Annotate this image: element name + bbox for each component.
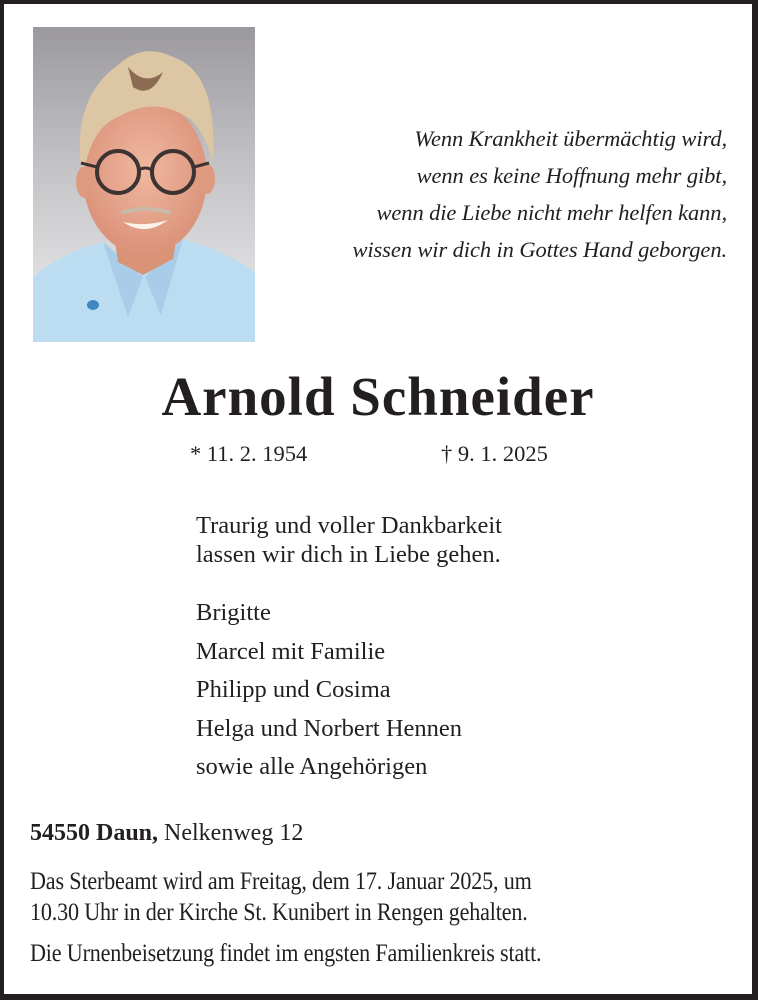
quote-line: wenn die Liebe nicht mehr helfen kann, <box>376 200 727 225</box>
birth-date: * 11. 2. 1954 <box>190 441 308 466</box>
farewell-line: lassen wir dich in Liebe gehen. <box>196 541 501 568</box>
funeral-service-info <box>30 866 532 928</box>
deceased-name: Arnold Schneider <box>161 366 595 427</box>
mourner-item: Philipp und Cosima <box>196 676 391 703</box>
farewell-text <box>196 511 502 569</box>
memorial-quote <box>352 120 727 268</box>
quote-line: wenn es keine Hoffnung mehr gibt, <box>416 163 727 188</box>
service-line: Das Sterbeamt wird am Freitag, dem 17. Januar 2025, um <box>30 868 532 895</box>
address-city: 54550 Daun, <box>30 820 159 846</box>
quote-line: wissen wir dich in Gottes Hand geborgen. <box>352 237 727 262</box>
farewell-line: Traurig und voller Dankbarkeit <box>196 512 502 539</box>
portrait-photo <box>33 27 255 342</box>
portrait-illustration <box>33 27 255 342</box>
mourner-item: Brigitte <box>196 599 271 626</box>
mourner-item: sowie alle Angehörigen <box>196 753 428 780</box>
death-date: † 9. 1. 2025 <box>441 441 548 466</box>
family-address <box>30 816 303 850</box>
burial-info: Die Urnenbeisetzung findet im engsten Familienkreis statt. <box>30 940 542 967</box>
address-street: Nelkenweg 12 <box>158 820 304 846</box>
mourners-list <box>196 594 462 787</box>
service-line: 10.30 Uhr in der Kirche St. Kunibert in Rengen gehalten. <box>30 899 528 926</box>
mourner-item: Helga und Norbert Hennen <box>196 714 463 742</box>
mourner-item: Marcel mit Familie <box>196 637 386 665</box>
quote-line: Wenn Krankheit übermächtig wird, <box>414 126 727 151</box>
